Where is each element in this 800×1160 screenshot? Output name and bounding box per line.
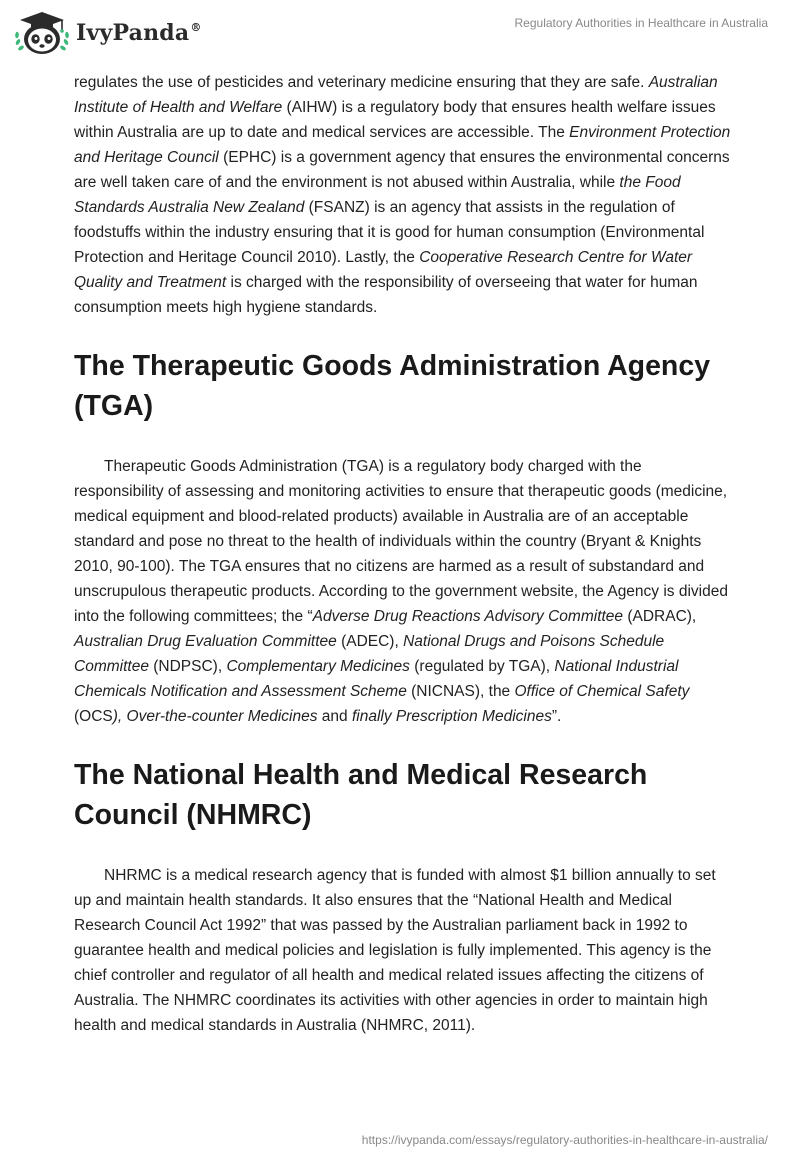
text-run: regulates the use of pesticides and veterinary medicine ensuring that they are safe. bbox=[74, 74, 649, 91]
italic-term: Office of Chemical Safety bbox=[514, 683, 690, 700]
italic-term: the Food Standards Australia New Zealand bbox=[74, 174, 681, 216]
nhmrc-paragraph bbox=[74, 863, 734, 1038]
text-run: (NDPSC), bbox=[148, 658, 227, 675]
tga-paragraph bbox=[74, 454, 734, 729]
italic-term: ), Over-the-counter Medicines bbox=[112, 708, 318, 725]
text-run: (OCS bbox=[74, 708, 113, 725]
italic-term: Cooperative Research Centre for Water Quality and Treatment bbox=[74, 249, 693, 291]
italic-term: Adverse Drug Reactions Advisory Committee bbox=[312, 608, 624, 625]
text-run: Therapeutic Goods Administration (TGA) is a regulatory body charged with the responsibility of assessing and monitoring activities to ensure that therapeutic goods (medicine, medical equipment and blood-related products) available in Australia are of an acceptable standard and pose no threat to the health of individuals within the country (Bryant & Knights 2010, 90-100). The TGA ensures that no citizens are harmed as a result of substandard and unscrupulous therapeutic products. According to the government website, the Agency is divided into the following committees; the “ bbox=[74, 458, 728, 625]
ivypanda-logo[interactable] bbox=[12, 6, 202, 58]
brand-name bbox=[76, 20, 202, 46]
text-run: NHRMC is a medical research agency that is funded with almost $1 billion annually to set up and maintain health standards. It also ensures that the “National Health and Medical Research Council Act 1992” that was passed by the Australian parliament back in 1992 to guarantee health and medical policies and legislation is fully implemented. This agency is the chief controller and regulator of all health and medical related issues affecting the citizens of Australia. The NHMRC coordinates its activities with other agencies in order to maintain high health and medical standards in Australia (NHMRC, 2011). bbox=[74, 867, 716, 1034]
text-run: and bbox=[317, 708, 352, 725]
text-run: (EPHC) is a government agency that ensures the environmental concerns are well taken care of and the environment is not abused within Australia, while bbox=[74, 149, 730, 191]
intro-paragraph bbox=[74, 70, 734, 320]
text-run: (ADEC), bbox=[336, 633, 404, 650]
registered-mark: ® bbox=[190, 21, 202, 34]
source-url[interactable]: https://ivypanda.com/essays/regulatory-authorities-in-healthcare-in-australia/ bbox=[361, 1133, 768, 1147]
tga-heading: The Therapeutic Goods Administration Agency (TGA) bbox=[74, 350, 711, 422]
text-run: (ADRAC), bbox=[623, 608, 697, 625]
italic-term: finally Prescription Medicines bbox=[351, 708, 552, 725]
text-run: (AIHW) is a regulatory body that ensures health welfare issues within Australia are up to date and medical services are accessible. The bbox=[74, 99, 716, 141]
text-run: ”. bbox=[551, 708, 562, 725]
text-run: (FSANZ) is an agency that assists in the regulation of foodstuffs within the industry ensuring that it is good for human consumption (Environmental Protection and Heritage Council 2010). Lastly, the bbox=[74, 199, 705, 266]
panda-graduate-icon bbox=[12, 6, 72, 58]
text-run: is charged with the responsibility of overseeing that water for human consumption meets high hygiene standards. bbox=[74, 274, 698, 316]
nhmrc-heading: The National Health and Medical Research Council (NHMRC) bbox=[74, 759, 648, 831]
text-run: (NICNAS), the bbox=[406, 683, 515, 700]
italic-term: Complementary Medicines bbox=[226, 658, 410, 675]
page-header bbox=[0, 0, 800, 60]
article-body bbox=[74, 70, 734, 1038]
document-title: Regulatory Authorities in Healthcare in Australia bbox=[514, 16, 768, 30]
italic-term: Australian Drug Evaluation Committee bbox=[74, 633, 337, 650]
italic-term: Australian Institute of Health and Welfare bbox=[74, 74, 718, 116]
italic-term: Environment Protection and Heritage Council bbox=[74, 124, 731, 166]
italic-term: National Drugs and Poisons Schedule Committee bbox=[74, 633, 665, 675]
text-run: (regulated by TGA), bbox=[409, 658, 555, 675]
brand-name-text: IvyPanda bbox=[76, 20, 190, 46]
italic-term: National Industrial Chemicals Notification and Assessment Scheme bbox=[74, 658, 679, 700]
